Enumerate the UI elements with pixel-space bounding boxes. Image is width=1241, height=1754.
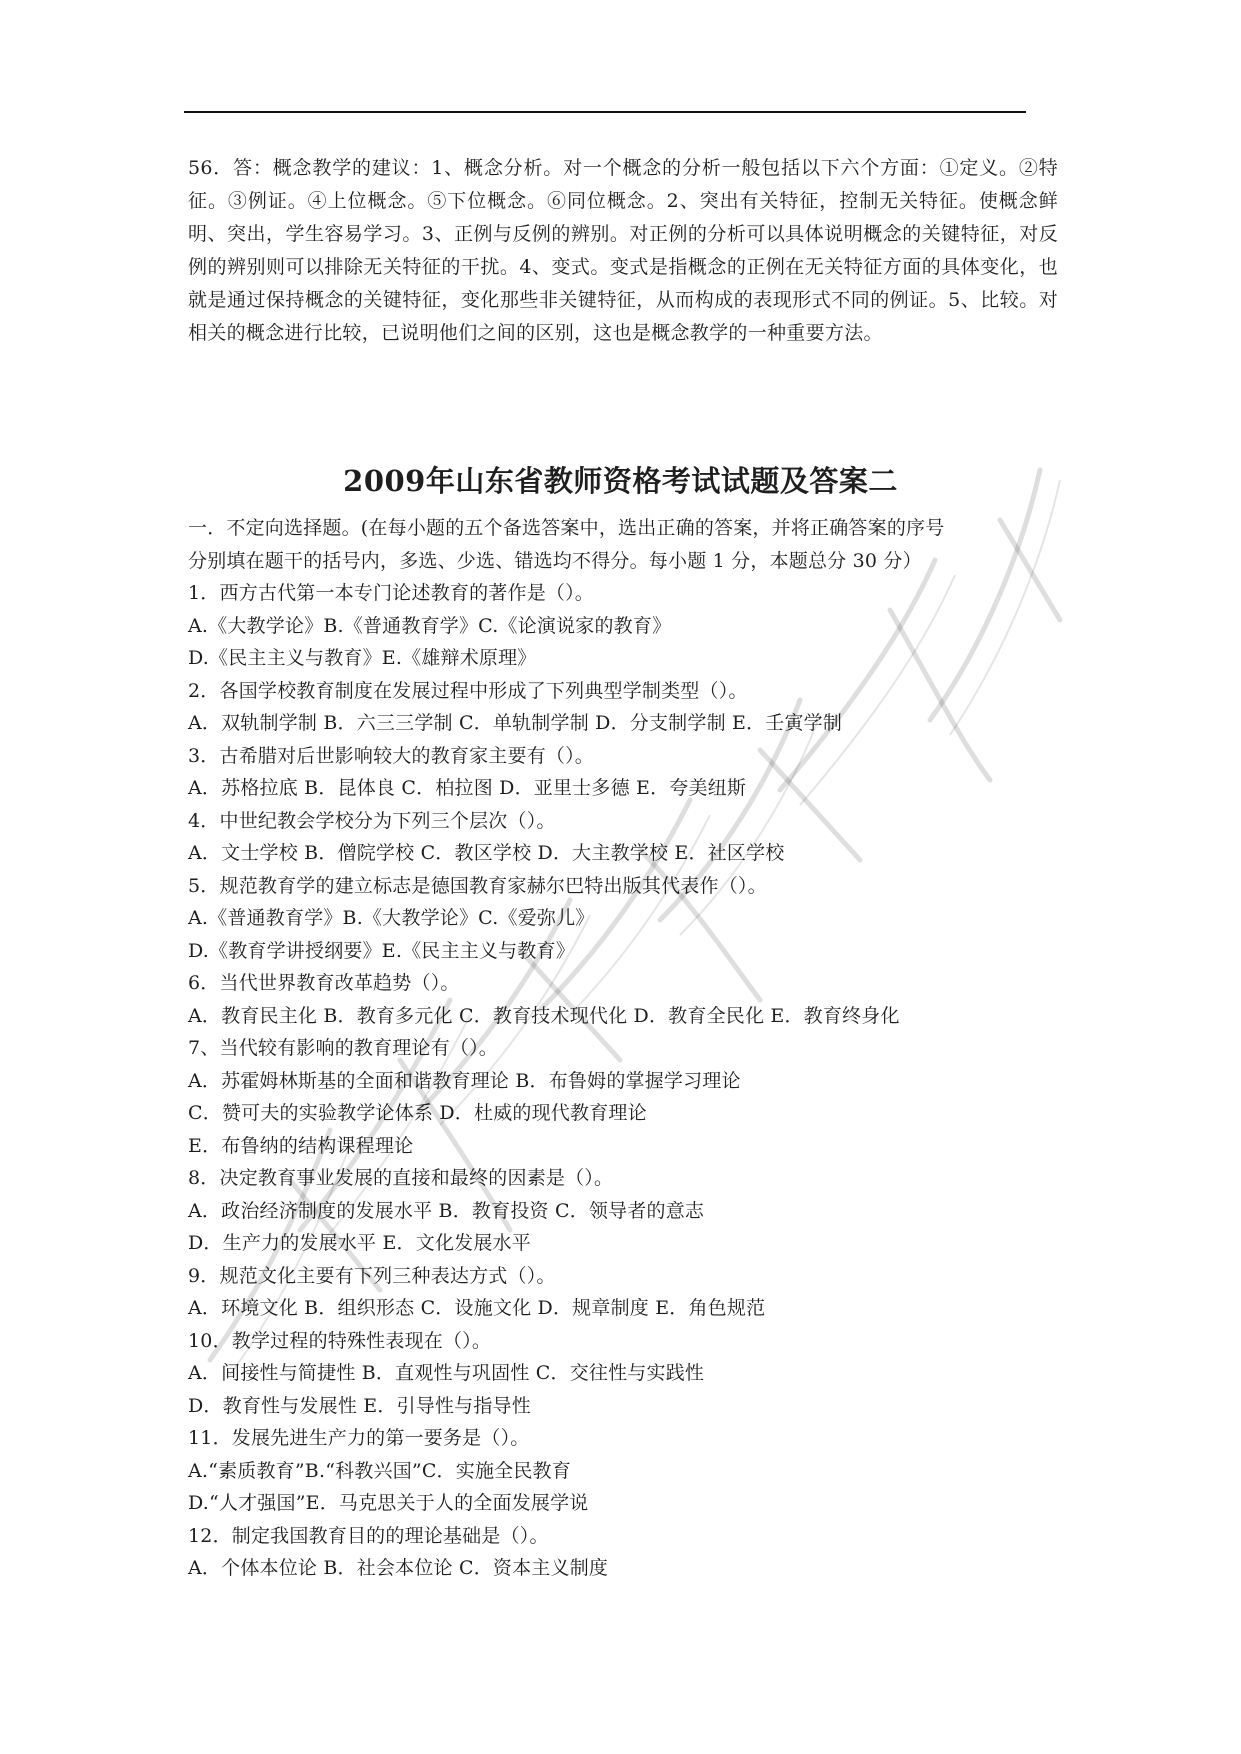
option-line: D．生产力的发展水平 E．文化发展水平 xyxy=(188,1232,531,1254)
option-line: A．教育民主化 B．教育多元化 C．教育技术现代化 D．教育全民化 E．教育终身化 xyxy=(188,1004,900,1027)
option-line: D.《民主主义与教育》E.《雄辩术原理》 xyxy=(188,647,537,669)
question-line: 12．制定我国教育目的的理论基础是（）。 xyxy=(188,1524,549,1547)
question-line: 8．决定教育事业发展的直接和最终的因素是（）。 xyxy=(188,1167,614,1189)
option-line: A．双轨制学制 B．六三三学制 C．单轨制学制 D．分支制学制 E．壬寅学制 xyxy=(188,712,843,734)
question-line: 1．西方古代第一本专门论述教育的著作是（）。 xyxy=(188,582,594,604)
section-instruction: 分别填在题干的括号内，多选、少选、错选均不得分。每小题 1 分，本题总分 30 分） xyxy=(188,549,922,572)
option-line: A．政治经济制度的发展水平 B．教育投资 C．领导者的意志 xyxy=(188,1199,705,1222)
question-line: 2．各国学校教育制度在发展过程中形成了下列典型学制类型（）。 xyxy=(188,679,748,702)
question-line: 3．古希腊对后世影响较大的教育家主要有（）。 xyxy=(188,744,594,767)
question-line: 9．规范文化主要有下列三种表达方式（）。 xyxy=(188,1264,556,1287)
answer-paragraph: 56．答：概念教学的建议：1、概念分析。对一个概念的分析一般包括以下六个方面：①定义。②特征。③例证。④上位概念。⑤下位概念。⑥同位概念。2、突出有关特征，控制无关特征。使概念鲜明、突出，学生容易学习。3、正例与反例的辨别。对正例的分析可以具体说明概念的关键特征，对反例的辨别则可以排除无关特征的干扰。4、变式。变式是指概念的正例在无关特征方面的具体变化，也就是通过保持概念的关键特征，变化那些非关键特征，从而构成的表现形式不同的例证。5、比较。对相关的概念进行比较，已说明他们之间的区别，这也是概念教学的一种重要方法。 xyxy=(188,157,1058,344)
option-line: C．赞可夫的实验教学论体系 D．杜威的现代教育理论 xyxy=(188,1102,647,1124)
header-rule xyxy=(184,111,1026,113)
option-line: D．教育性与发展性 E．引导性与指导性 xyxy=(188,1394,531,1417)
question-line: 11．发展先进生产力的第一要务是（）。 xyxy=(188,1427,530,1449)
option-line: D.《教育学讲授纲要》E.《民主主义与教育》 xyxy=(188,939,575,962)
question-line: 6．当代世界教育改革趋势（）。 xyxy=(188,972,460,994)
page-title: 2009年山东省教师资格考试试题及答案二 xyxy=(343,464,898,498)
option-line: A．个体本位论 B．社会本位论 C．资本主义制度 xyxy=(188,1557,609,1579)
option-line: A．环境文化 B．组织形态 C．设施文化 D．规章制度 E．角色规范 xyxy=(188,1297,766,1319)
option-line: D.“人才强国”E．马克思关于人的全面发展学说 xyxy=(188,1492,589,1514)
question-line: 7、当代较有影响的教育理论有（）。 xyxy=(188,1037,498,1059)
option-line: A．苏格拉底 B．昆体良 C．柏拉图 D．亚里士多德 E．夸美纽斯 xyxy=(188,777,747,799)
question-line: 5．规范教育学的建立标志是德国教育家赫尔巴特出版其代表作（）。 xyxy=(188,874,767,897)
section-instruction: 一．不定向选择题。(在每小题的五个备选答案中，选出正确的答案，并将正确答案的序号 xyxy=(188,517,945,539)
question-list xyxy=(188,512,1058,1585)
option-line: A．苏霍姆林斯基的全面和谐教育理论 B．布鲁姆的掌握学习理论 xyxy=(188,1069,741,1092)
option-line: A．间接性与简捷性 B．直观性与巩固性 C．交往性与实践性 xyxy=(188,1362,705,1384)
option-line: A.《普通教育学》B.《大教学论》C.《爱弥儿》 xyxy=(188,907,595,929)
option-line: E．布鲁纳的结构课程理论 xyxy=(188,1134,414,1157)
option-line: A.“素质教育”B.“科教兴国”C．实施全民教育 xyxy=(188,1459,571,1482)
option-line: A.《大教学论》B.《普通教育学》C.《论演说家的教育》 xyxy=(188,614,672,637)
question-line: 10．教学过程的特殊性表现在（）。 xyxy=(188,1329,492,1352)
question-line: 4．中世纪教会学校分为下列三个层次（）。 xyxy=(188,809,556,832)
option-line: A．文士学校 B．僧院学校 C．教区学校 D．大主教学校 E．社区学校 xyxy=(188,842,785,864)
